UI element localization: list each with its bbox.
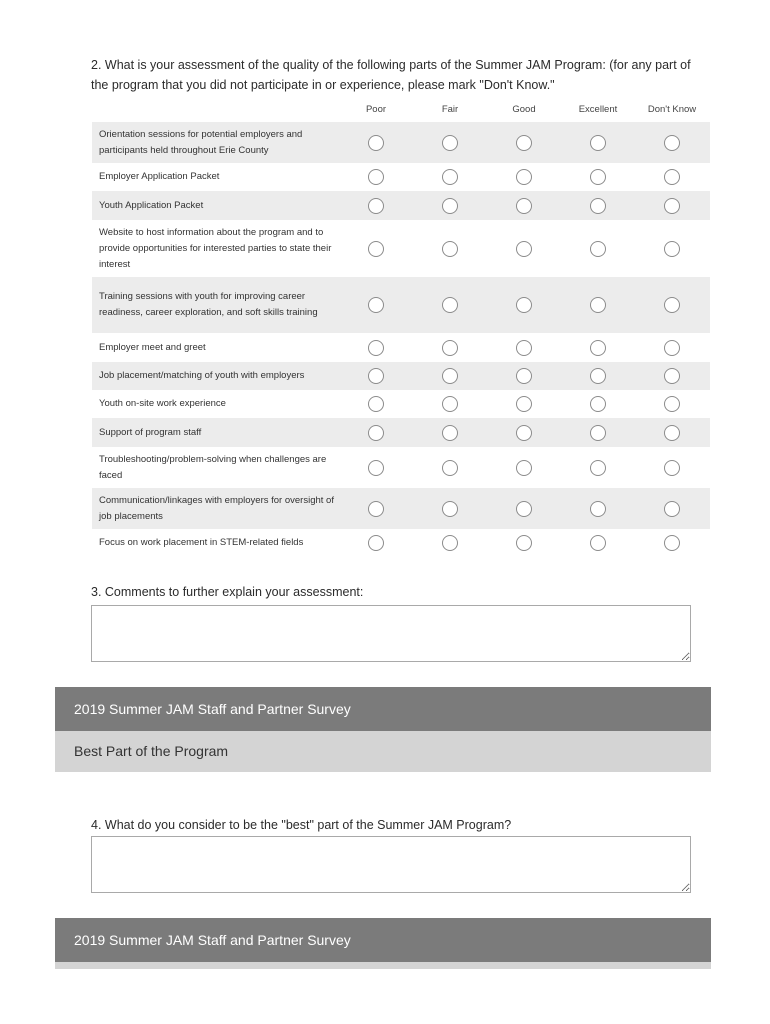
matrix-row <box>92 277 710 333</box>
matrix-row <box>92 418 710 447</box>
rating-scale-header <box>92 104 710 120</box>
rating-radio-fair[interactable] <box>442 460 458 476</box>
rating-radio-good[interactable] <box>516 198 532 214</box>
matrix-row-label: Communication/linkages with employers for oversight of job placements <box>99 494 334 522</box>
rating-radio-don-t-know[interactable] <box>664 169 680 185</box>
rating-radio-poor[interactable] <box>368 169 384 185</box>
rating-radio-don-t-know[interactable] <box>664 501 680 517</box>
rating-radio-don-t-know[interactable] <box>664 460 680 476</box>
rating-radio-excellent[interactable] <box>590 198 606 214</box>
matrix-row-label: Focus on work placement in STEM-related fields <box>99 537 304 548</box>
section-title-bar: Best Part of the Program <box>55 731 711 772</box>
rating-radio-excellent[interactable] <box>590 368 606 384</box>
rating-radio-poor[interactable] <box>368 535 384 551</box>
column-header-dont-know: Don't Know <box>647 104 697 115</box>
matrix-row-label: Website to host information about the program and to provide opportunities for interested parties to state their interest <box>99 226 332 270</box>
question-4-title: 4. What do you consider to be the "best" part of the Summer JAM Program? <box>91 818 512 832</box>
rating-radio-poor[interactable] <box>368 340 384 356</box>
rating-radio-excellent[interactable] <box>590 535 606 551</box>
matrix-row-label: Employer Application Packet <box>99 171 220 182</box>
rating-radio-good[interactable] <box>516 241 532 257</box>
rating-matrix <box>92 122 710 557</box>
rating-radio-fair[interactable] <box>442 241 458 257</box>
column-header-poor: Poor <box>365 104 387 115</box>
rating-radio-don-t-know[interactable] <box>664 135 680 151</box>
rating-radio-good[interactable] <box>516 460 532 476</box>
rating-radio-good[interactable] <box>516 297 532 313</box>
rating-radio-fair[interactable] <box>442 425 458 441</box>
matrix-row-label: Employer meet and greet <box>99 341 206 353</box>
rating-radio-fair[interactable] <box>442 368 458 384</box>
rating-radio-excellent[interactable] <box>590 135 606 151</box>
matrix-row <box>92 333 710 362</box>
rating-radio-don-t-know[interactable] <box>664 297 680 313</box>
rating-radio-good[interactable] <box>516 535 532 551</box>
column-header-good: Good <box>512 104 536 115</box>
rating-radio-don-t-know[interactable] <box>664 368 680 384</box>
rating-radio-fair[interactable] <box>442 297 458 313</box>
rating-radio-excellent[interactable] <box>590 340 606 356</box>
matrix-row <box>92 488 710 529</box>
comments-textbox[interactable] <box>91 605 691 662</box>
rating-radio-poor[interactable] <box>368 198 384 214</box>
rating-radio-excellent[interactable] <box>590 501 606 517</box>
rating-radio-excellent[interactable] <box>590 460 606 476</box>
matrix-row <box>92 163 710 191</box>
matrix-row <box>92 191 710 220</box>
matrix-row <box>92 529 710 557</box>
question-2-title: 2. What is your assessment of the quality of the following parts of the Summer JAM Program: (for any part of the program that you did not participate in or experience, please mark "Don't Know." <box>91 58 691 92</box>
best-part-textbox[interactable] <box>91 836 691 893</box>
survey-title-bar: 2019 Summer JAM Staff and Partner Survey <box>55 918 711 962</box>
rating-radio-don-t-know[interactable] <box>664 198 680 214</box>
section-title-bar <box>55 962 711 969</box>
matrix-row-label: Youth Application Packet <box>99 199 204 211</box>
rating-radio-good[interactable] <box>516 169 532 185</box>
matrix-row-label: Youth on-site work experience <box>99 398 226 409</box>
rating-radio-poor[interactable] <box>368 135 384 151</box>
column-header-excellent: Excellent <box>578 104 618 115</box>
survey-title-bar: 2019 Summer JAM Staff and Partner Survey <box>55 687 711 731</box>
rating-radio-poor[interactable] <box>368 396 384 412</box>
matrix-row-label: Orientation sessions for potential employers and participants held throughout Erie County <box>99 128 303 156</box>
matrix-row <box>92 447 710 488</box>
rating-radio-excellent[interactable] <box>590 169 606 185</box>
rating-radio-good[interactable] <box>516 396 532 412</box>
matrix-row <box>92 390 710 418</box>
rating-radio-fair[interactable] <box>442 198 458 214</box>
matrix-row-label: Training sessions with youth for improving career readiness, career exploration, and soft skills training <box>99 291 318 318</box>
rating-radio-excellent[interactable] <box>590 241 606 257</box>
column-header-fair: Fair <box>441 104 459 115</box>
rating-radio-don-t-know[interactable] <box>664 340 680 356</box>
matrix-row-label: Troubleshooting/problem-solving when challenges are faced <box>99 453 327 481</box>
rating-radio-fair[interactable] <box>442 169 458 185</box>
rating-radio-don-t-know[interactable] <box>664 241 680 257</box>
rating-radio-don-t-know[interactable] <box>664 425 680 441</box>
matrix-row <box>92 220 710 277</box>
rating-radio-good[interactable] <box>516 135 532 151</box>
rating-radio-fair[interactable] <box>442 135 458 151</box>
rating-radio-poor[interactable] <box>368 368 384 384</box>
rating-radio-poor[interactable] <box>368 241 384 257</box>
rating-radio-good[interactable] <box>516 425 532 441</box>
rating-radio-don-t-know[interactable] <box>664 396 680 412</box>
question-3-title: 3. Comments to further explain your assessment: <box>91 585 364 599</box>
rating-radio-poor[interactable] <box>368 460 384 476</box>
rating-radio-fair[interactable] <box>442 340 458 356</box>
rating-radio-poor[interactable] <box>368 297 384 313</box>
rating-radio-good[interactable] <box>516 368 532 384</box>
matrix-row <box>92 122 710 163</box>
matrix-row-label: Support of program staff <box>99 426 202 438</box>
rating-radio-good[interactable] <box>516 340 532 356</box>
matrix-row-label: Job placement/matching of youth with employers <box>99 370 305 381</box>
rating-radio-good[interactable] <box>516 501 532 517</box>
rating-radio-fair[interactable] <box>442 396 458 412</box>
rating-radio-excellent[interactable] <box>590 425 606 441</box>
rating-radio-fair[interactable] <box>442 501 458 517</box>
rating-radio-don-t-know[interactable] <box>664 535 680 551</box>
rating-radio-poor[interactable] <box>368 501 384 517</box>
rating-radio-excellent[interactable] <box>590 396 606 412</box>
rating-radio-fair[interactable] <box>442 535 458 551</box>
rating-radio-excellent[interactable] <box>590 297 606 313</box>
matrix-row <box>92 362 710 390</box>
rating-radio-poor[interactable] <box>368 425 384 441</box>
